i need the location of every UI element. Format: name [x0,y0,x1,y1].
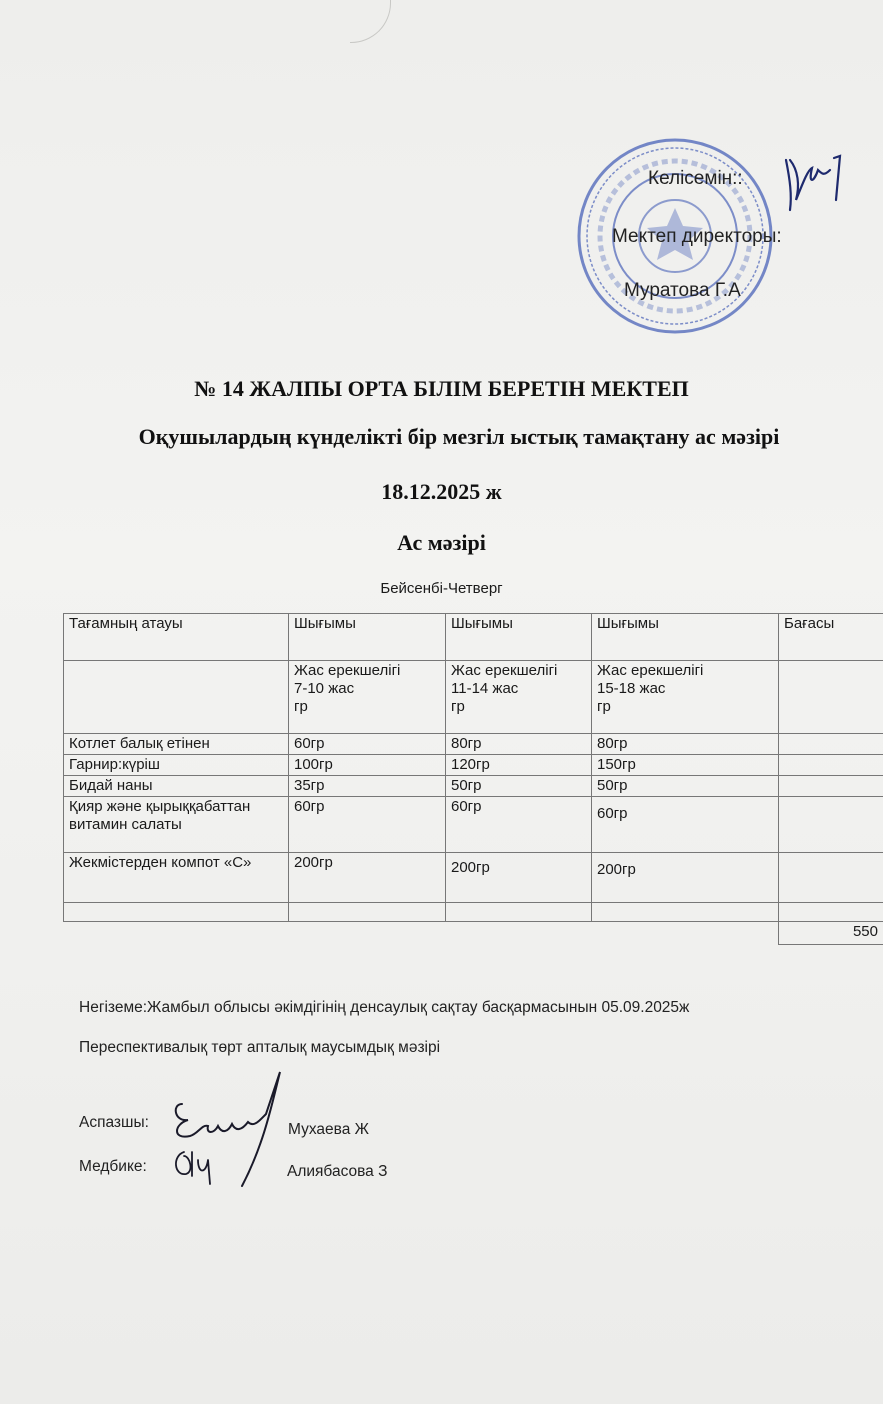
header-yield: Шығымы [446,614,592,661]
header-yield: Шығымы [592,614,779,661]
total-price: 550 [779,922,883,945]
cook-name: Мухаева Ж [288,1121,369,1138]
header-dish: Тағамның атауы [64,614,289,661]
table-row: Гарнир:күріш 100гр 120гр 150гр [64,755,883,776]
perspective-text: Переспективалық төрт апталық маусымдық мәзірі [79,1039,441,1056]
table-row: Котлет балық етінен 60гр 80гр 80гр [64,734,883,755]
table-row-empty [64,903,883,922]
age-group-cell: Жас ерекшелігі 15-18 жас гр [592,661,779,734]
nurse-signature-icon [170,1146,220,1186]
weekday: Бейсенбі-Четверг [380,580,503,597]
school-title: № 14 ЖАЛПЫ ОРТА БІЛІМ БЕРЕТІН МЕКТЕП [194,376,689,401]
nurse-role: Медбике: [79,1158,147,1175]
menu-subtitle: Оқушылардың күнделікті бір мезгіл ыстық тамақтану ас мәзірі [138,424,780,449]
menu-table [63,613,883,945]
nurse-name: Алиябасова З [287,1163,388,1180]
table-total-row [64,922,883,945]
table-row: Бидай наны 35гр 50гр 50гр [64,776,883,797]
header-price: Бағасы [779,614,883,661]
sleeve-fold [350,0,391,43]
table-row: Қияр және қырыққабаттан витамин салаты 60гр 60гр 60гр [64,797,883,853]
approval-name: Муратова Г.А [624,280,741,301]
cook-role: Аспазшы: [79,1114,149,1131]
table-header-row [64,614,883,661]
director-signature-icon [778,140,858,220]
header-yield: Шығымы [289,614,446,661]
menu-date: 18.12.2025 ж [381,479,502,504]
approval-director: Мектеп директоры: [612,226,782,247]
age-group-cell: Жас ерекшелігі 7-10 жас гр [289,661,446,734]
approval-agreed: Келісемін:: [648,168,743,189]
table-row: Жекмістерден компот «С» 200гр 200гр 200гр [64,853,883,903]
age-group-row [64,661,883,734]
age-group-cell: Жас ерекшелігі 11-14 жас гр [446,661,592,734]
menu-title: Ас мәзірі [397,530,486,555]
basis-text: Негіземе:Жамбыл облысы әкімдігінің денсаулық сақтау басқармасынын 05.09.2025ж [79,999,690,1016]
